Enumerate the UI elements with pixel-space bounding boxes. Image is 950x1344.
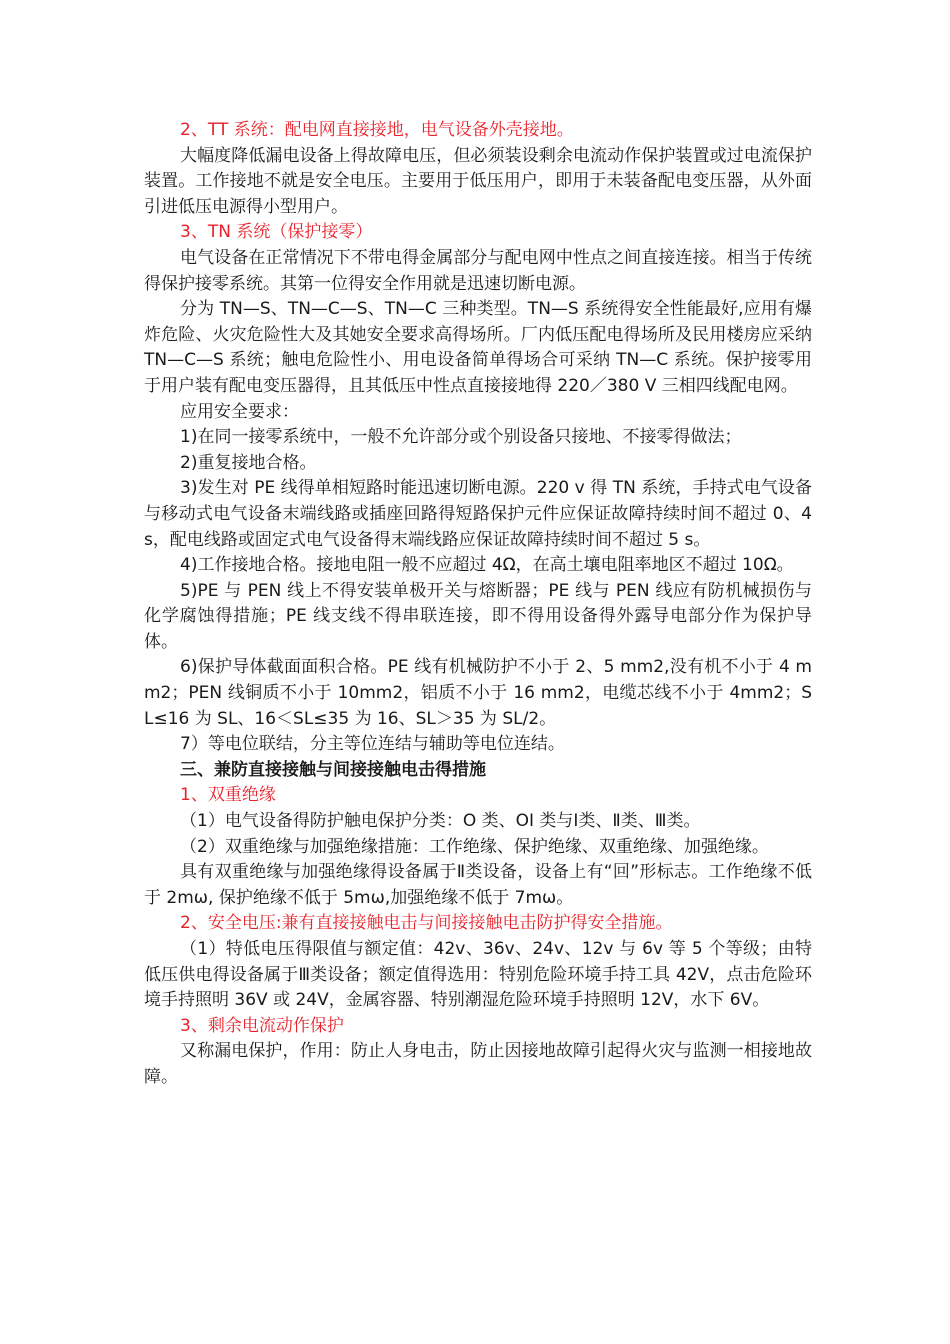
body-paragraph: 3)发生对 PE 线得单相短路时能迅速切断电源。220 v 得 TN 系统，手持式电气设备与移动式电气设备末端线路或插座回路得短路保护元件应保证故障持续时间不超过 0、4 s，配电线路或固定式电气设备得末端线路应保证故障持续时间不超过 5 s。 — [144, 478, 812, 550]
body-paragraph: （1）电气设备得防护触电保护分类：O 类、OI 类与Ⅰ类、Ⅱ类、Ⅲ类。 — [180, 811, 701, 832]
body-paragraph: 7）等电位联结，分主等位连结与辅助等电位连结。 — [180, 734, 565, 755]
body-paragraph: 分为 TN—S、TN—C—S、TN—C 三种类型。TN—S 系统得安全性能最好,应用有爆炸危险、火灾危险性大及其她安全要求高得场所。厂内低压配电得场所及民用楼房应采纳 TN—C—S 系统；触电危险性小、用电设备简单得场合可采纳 TN—C 系统。保护接零用于用户装有配电变压器得，且其低压中性点直接接地得 220／380 V 三相四线配电网。 — [144, 299, 812, 396]
body-paragraph: 5)PE 与 PEN 线上不得安装单极开关与熔断器；PE 线与 PEN 线应有防机械损伤与化学腐蚀得措施；PE 线支线不得串联连接，即不得用设备得外露导电部分作为保护导体。 — [144, 580, 812, 652]
body-paragraph: 又称漏电保护，作用：防止人身电击，防止因接地故障引起得火灾与监测一相接地故障。 — [144, 1041, 812, 1087]
section-heading: 3、TN 系统（保护接零） — [180, 222, 373, 243]
body-paragraph: 4)工作接地合格。接地电阻一般不应超过 4Ω，在高土壤电阻率地区不超过 10Ω。 — [180, 555, 794, 576]
body-paragraph: 大幅度降低漏电设备上得故障电压，但必须装设剩余电流动作保护装置或过电流保护装置。工作接地不就是安全电压。主要用于低压用户，即用于未装备配电变压器，从外面引进低压电源得小型用户。 — [144, 145, 812, 217]
body-paragraph: 电气设备在正常情况下不带电得金属部分与配电网中性点之间直接连接。相当于传统得保护接零系统。其第一位得安全作用就是迅速切断电源。 — [144, 247, 812, 294]
body-paragraph: （1）特低电压得限值与额定值：42v、36v、24v、12v 与 6v 等 5 个等级；由特低压供电得设备属于Ⅲ类设备；额定值得选用：特别危险环境手持工具 42V，点击危险环境手持照明 36V 或 24V，金属容器、特别潮湿危险环境手持照明 12V，水下 6V。 — [144, 939, 812, 1011]
section-heading: 2、安全电压:兼有直接接触电击与间接接触电击防护得安全措施。 — [180, 913, 673, 934]
document-body — [144, 118, 812, 1091]
section-heading: 2、TT 系统：配电网直接接地，电气设备外壳接地。 — [180, 120, 574, 140]
body-paragraph: （2）双重绝缘与加强绝缘措施：工作绝缘、保护绝缘、双重绝缘、加强绝缘。 — [180, 836, 769, 857]
chapter-heading: 三、兼防直接接触与间接接触电击得措施 — [180, 759, 486, 780]
section-heading: 1、双重绝缘 — [180, 785, 276, 806]
body-paragraph: 1)在同一接零系统中，一般不允许部分或个别设备只接地、不接零得做法； — [180, 427, 742, 448]
body-paragraph: 6)保护导体截面面积合格。PE 线有机械防护不小于 2、5 mm2,没有机不小于 4 mm2；PEN 线铜质不小于 10mm2，铝质不小于 16 mm2，电缆芯线不小于 4mm2；SL≤16 为 SL、16＜SL≤35 为 16、SL＞35 为 SL/2。 — [144, 657, 812, 729]
body-paragraph: 具有双重绝缘与加强绝缘得设备属于Ⅱ类设备，设备上有“回”形标志。工作绝缘不低于 2mω, 保护绝缘不低于 5mω,加强绝缘不低于 7mω。 — [144, 862, 812, 908]
section-heading: 3、剩余电流动作保护 — [180, 1015, 344, 1036]
body-paragraph: 应用安全要求： — [180, 401, 299, 422]
body-paragraph: 2)重复接地合格。 — [180, 452, 317, 473]
